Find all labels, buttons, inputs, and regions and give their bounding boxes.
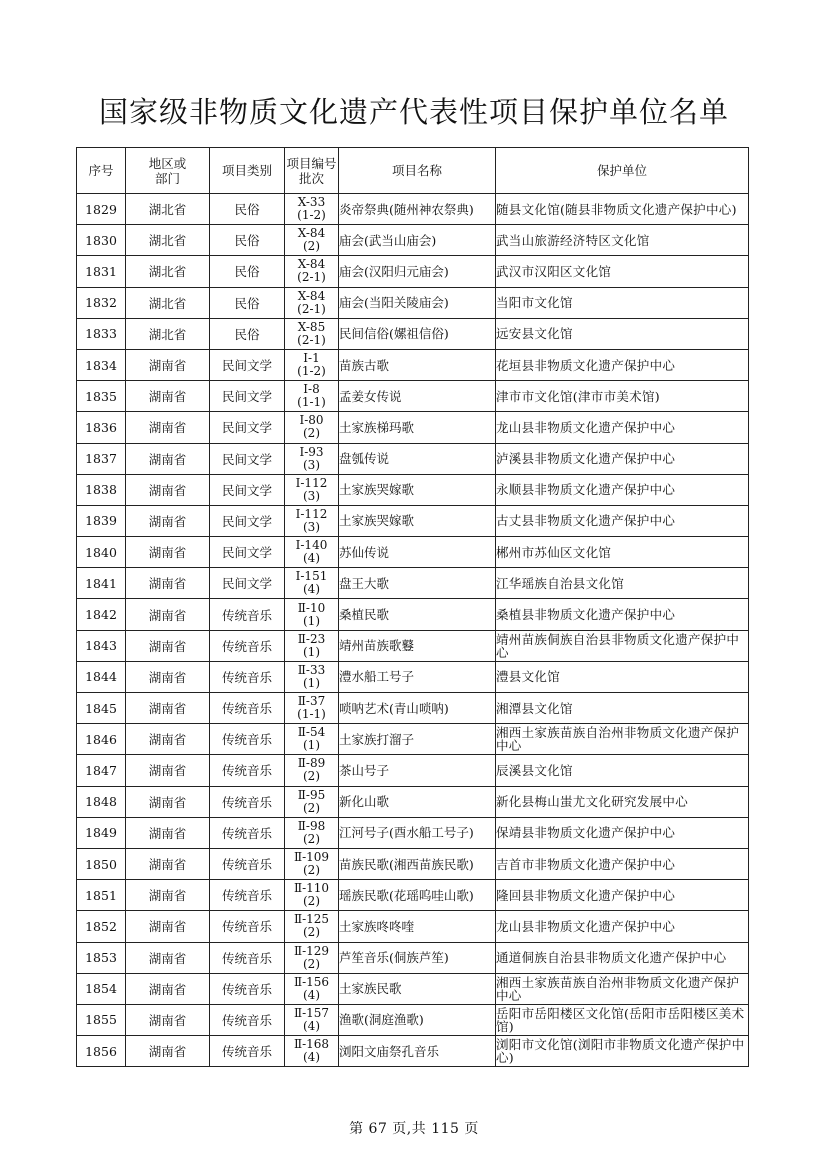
row-no: 1831 bbox=[77, 256, 126, 287]
row-category: 传统音乐 bbox=[210, 1036, 285, 1067]
row-name: 苗族民歌(湘西苗族民歌) bbox=[339, 848, 496, 879]
row-category: 传统音乐 bbox=[210, 817, 285, 848]
row-region: 湖南省 bbox=[126, 661, 210, 692]
row-region: 湖南省 bbox=[126, 880, 210, 911]
table-row bbox=[77, 568, 749, 599]
table-row bbox=[77, 225, 749, 256]
row-name: 庙会(武当山庙会) bbox=[339, 225, 496, 256]
row-unit: 津市市文化馆(津市市美术馆) bbox=[496, 381, 749, 412]
row-name: 渔歌(洞庭渔歌) bbox=[339, 1004, 496, 1035]
row-name: 茶山号子 bbox=[339, 755, 496, 786]
row-code-batch: (1-1) bbox=[297, 707, 326, 722]
row-unit: 保靖县非物质文化遗产保护中心 bbox=[496, 817, 749, 848]
row-no: 1837 bbox=[77, 443, 126, 474]
row-unit: 桑植县非物质文化遗产保护中心 bbox=[496, 599, 749, 630]
row-no: 1836 bbox=[77, 412, 126, 443]
row-category: 传统音乐 bbox=[210, 724, 285, 755]
row-region: 湖北省 bbox=[126, 287, 210, 318]
row-code-batch: (2-1) bbox=[297, 270, 326, 285]
table-row bbox=[77, 505, 749, 536]
row-code bbox=[285, 661, 339, 692]
row-category: 民间文学 bbox=[210, 474, 285, 505]
row-no: 1839 bbox=[77, 505, 126, 536]
row-name: 土家族哭嫁歌 bbox=[339, 474, 496, 505]
row-name: 庙会(当阳关陵庙会) bbox=[339, 287, 496, 318]
row-code-batch: (2) bbox=[303, 894, 320, 909]
row-code-batch: (4) bbox=[303, 1018, 320, 1033]
row-code-number: Ⅱ-125 bbox=[293, 912, 330, 927]
row-code-number: Ⅱ-110 bbox=[293, 881, 330, 896]
row-code-number: Ⅰ-112 bbox=[295, 475, 328, 490]
page-title: 国家级非物质文化遗产代表性项目保护单位名单 bbox=[98, 95, 729, 129]
row-no: 1841 bbox=[77, 568, 126, 599]
row-code-number: Ⅱ-129 bbox=[293, 943, 330, 958]
row-category: 传统音乐 bbox=[210, 880, 285, 911]
row-code-batch: (1-2) bbox=[297, 208, 326, 223]
row-region: 湖南省 bbox=[126, 973, 210, 1004]
row-name: 瑶族民歌(花瑶呜哇山歌) bbox=[339, 880, 496, 911]
row-code bbox=[285, 381, 339, 412]
table-row bbox=[77, 848, 749, 879]
row-code-number: Ⅱ-23 bbox=[297, 631, 326, 646]
row-code bbox=[285, 880, 339, 911]
row-no: 1829 bbox=[77, 194, 126, 225]
row-code bbox=[285, 443, 339, 474]
header-category: 项目类别 bbox=[210, 148, 285, 194]
row-unit: 古丈县非物质文化遗产保护中心 bbox=[496, 505, 749, 536]
row-no: 1842 bbox=[77, 599, 126, 630]
row-name: 土家族民歌 bbox=[339, 973, 496, 1004]
row-region: 湖南省 bbox=[126, 1004, 210, 1035]
row-code bbox=[285, 848, 339, 879]
row-no: 1838 bbox=[77, 474, 126, 505]
row-no: 1844 bbox=[77, 661, 126, 692]
row-name: 唢呐艺术(青山唢呐) bbox=[339, 693, 496, 724]
row-code-number: Ⅱ-10 bbox=[297, 600, 326, 615]
header-no: 序号 bbox=[77, 148, 126, 194]
table-row bbox=[77, 381, 749, 412]
row-unit: 永顺县非物质文化遗产保护中心 bbox=[496, 474, 749, 505]
row-unit: 花垣县非物质文化遗产保护中心 bbox=[496, 349, 749, 380]
row-code bbox=[285, 724, 339, 755]
row-unit: 当阳市文化馆 bbox=[496, 287, 749, 318]
row-region: 湖南省 bbox=[126, 381, 210, 412]
row-region: 湖南省 bbox=[126, 755, 210, 786]
table-header-row bbox=[77, 148, 749, 194]
row-category: 民间文学 bbox=[210, 412, 285, 443]
header-name: 项目名称 bbox=[339, 148, 496, 194]
row-no: 1845 bbox=[77, 693, 126, 724]
row-category: 传统音乐 bbox=[210, 693, 285, 724]
page-number: 第 67 页,共 115 页 bbox=[349, 1121, 479, 1137]
header-region bbox=[126, 148, 210, 194]
row-category: 传统音乐 bbox=[210, 630, 285, 661]
row-unit: 澧县文化馆 bbox=[496, 661, 749, 692]
row-code bbox=[285, 693, 339, 724]
row-no: 1852 bbox=[77, 911, 126, 942]
row-code bbox=[285, 786, 339, 817]
row-region: 湖南省 bbox=[126, 693, 210, 724]
row-code-number: Ⅰ-8 bbox=[303, 382, 320, 397]
row-code-number: X-85 bbox=[297, 319, 326, 334]
row-name: 民间信俗(嫘祖信俗) bbox=[339, 318, 496, 349]
header-region-text: 地区或部门 bbox=[148, 155, 187, 186]
header-unit: 保护单位 bbox=[496, 148, 749, 194]
row-name: 土家族哭嫁歌 bbox=[339, 505, 496, 536]
row-category: 民间文学 bbox=[210, 349, 285, 380]
row-no: 1853 bbox=[77, 942, 126, 973]
row-no: 1833 bbox=[77, 318, 126, 349]
table-row bbox=[77, 880, 749, 911]
row-category: 传统音乐 bbox=[210, 755, 285, 786]
table-row bbox=[77, 318, 749, 349]
row-code bbox=[285, 194, 339, 225]
row-code-batch: (3) bbox=[303, 519, 320, 534]
table-row bbox=[77, 911, 749, 942]
row-code bbox=[285, 817, 339, 848]
row-region: 湖南省 bbox=[126, 568, 210, 599]
row-category: 民俗 bbox=[210, 256, 285, 287]
row-region: 湖北省 bbox=[126, 256, 210, 287]
row-code-number: Ⅱ-54 bbox=[297, 725, 326, 740]
row-name: 澧水船工号子 bbox=[339, 661, 496, 692]
row-region: 湖南省 bbox=[126, 630, 210, 661]
table-row bbox=[77, 817, 749, 848]
table-row bbox=[77, 693, 749, 724]
row-no: 1840 bbox=[77, 537, 126, 568]
row-no: 1847 bbox=[77, 755, 126, 786]
row-code bbox=[285, 1036, 339, 1067]
row-code-batch: (4) bbox=[303, 987, 320, 1002]
row-name: 土家族咚咚喹 bbox=[339, 911, 496, 942]
row-unit: 随县文化馆(随县非物质文化遗产保护中心) bbox=[496, 194, 749, 225]
row-code bbox=[285, 474, 339, 505]
row-code-number: Ⅱ-157 bbox=[293, 1005, 330, 1020]
row-unit: 辰溪县文化馆 bbox=[496, 755, 749, 786]
row-code-number: Ⅰ-112 bbox=[295, 506, 328, 521]
row-code-batch: (2) bbox=[303, 239, 320, 254]
row-name: 炎帝祭典(随州神农祭典) bbox=[339, 194, 496, 225]
row-code-batch: (4) bbox=[303, 551, 320, 566]
row-no: 1848 bbox=[77, 786, 126, 817]
row-code-batch: (4) bbox=[303, 582, 320, 597]
row-code-number: Ⅱ-33 bbox=[297, 662, 326, 677]
row-unit: 岳阳市岳阳楼区文化馆(岳阳市岳阳楼区美术馆) bbox=[496, 1004, 749, 1035]
row-code-batch: (4) bbox=[303, 1050, 320, 1065]
row-region: 湖北省 bbox=[126, 194, 210, 225]
row-name: 苗族古歌 bbox=[339, 349, 496, 380]
row-region: 湖北省 bbox=[126, 225, 210, 256]
row-category: 传统音乐 bbox=[210, 1004, 285, 1035]
row-region: 湖南省 bbox=[126, 1036, 210, 1067]
row-code-number: X-33 bbox=[297, 195, 326, 210]
row-no: 1850 bbox=[77, 848, 126, 879]
row-code bbox=[285, 318, 339, 349]
row-unit: 江华瑶族自治县文化馆 bbox=[496, 568, 749, 599]
row-code-batch: (3) bbox=[303, 488, 320, 503]
row-code-batch: (2) bbox=[303, 769, 320, 784]
row-name: 孟姜女传说 bbox=[339, 381, 496, 412]
row-name: 土家族梯玛歌 bbox=[339, 412, 496, 443]
row-category: 传统音乐 bbox=[210, 973, 285, 1004]
table-row bbox=[77, 630, 749, 661]
row-code bbox=[285, 630, 339, 661]
row-category: 民俗 bbox=[210, 225, 285, 256]
row-name: 桑植民歌 bbox=[339, 599, 496, 630]
row-code-number: Ⅰ-93 bbox=[299, 444, 324, 459]
row-no: 1830 bbox=[77, 225, 126, 256]
row-code-number: Ⅱ-109 bbox=[293, 850, 330, 865]
row-unit: 龙山县非物质文化遗产保护中心 bbox=[496, 911, 749, 942]
row-code-batch: (1) bbox=[303, 613, 320, 628]
row-code-number: Ⅱ-89 bbox=[297, 756, 326, 771]
table-row bbox=[77, 287, 749, 318]
row-unit: 郴州市苏仙区文化馆 bbox=[496, 537, 749, 568]
table-row bbox=[77, 349, 749, 380]
row-name: 江河号子(酉水船工号子) bbox=[339, 817, 496, 848]
row-unit: 吉首市非物质文化遗产保护中心 bbox=[496, 848, 749, 879]
row-code-number: Ⅰ-140 bbox=[295, 538, 328, 553]
row-no: 1843 bbox=[77, 630, 126, 661]
row-region: 湖南省 bbox=[126, 505, 210, 536]
row-unit: 泸溪县非物质文化遗产保护中心 bbox=[496, 443, 749, 474]
row-code-number: X-84 bbox=[297, 257, 326, 272]
row-no: 1835 bbox=[77, 381, 126, 412]
table-row bbox=[77, 1004, 749, 1035]
row-region: 湖南省 bbox=[126, 443, 210, 474]
row-unit: 靖州苗族侗族自治县非物质文化遗产保护中心 bbox=[496, 630, 749, 661]
heritage-units-table bbox=[76, 147, 749, 1067]
row-no: 1834 bbox=[77, 349, 126, 380]
row-code-batch: (1-1) bbox=[297, 395, 326, 410]
row-code-number: Ⅱ-168 bbox=[293, 1037, 330, 1052]
row-region: 湖南省 bbox=[126, 786, 210, 817]
row-code bbox=[285, 505, 339, 536]
row-unit: 湘西土家族苗族自治州非物质文化遗产保护中心 bbox=[496, 973, 749, 1004]
row-category: 民间文学 bbox=[210, 443, 285, 474]
table-row bbox=[77, 786, 749, 817]
row-no: 1849 bbox=[77, 817, 126, 848]
row-code-number: X-84 bbox=[297, 288, 326, 303]
row-code-number: Ⅰ-80 bbox=[299, 413, 324, 428]
row-no: 1856 bbox=[77, 1036, 126, 1067]
row-code bbox=[285, 287, 339, 318]
row-region: 湖南省 bbox=[126, 724, 210, 755]
row-name: 浏阳文庙祭孔音乐 bbox=[339, 1036, 496, 1067]
table-row bbox=[77, 724, 749, 755]
table-row bbox=[77, 1036, 749, 1067]
row-unit: 隆回县非物质文化遗产保护中心 bbox=[496, 880, 749, 911]
row-name: 新化山歌 bbox=[339, 786, 496, 817]
row-code-batch: (3) bbox=[303, 457, 320, 472]
row-unit: 湘潭县文化馆 bbox=[496, 693, 749, 724]
row-category: 民俗 bbox=[210, 287, 285, 318]
row-category: 传统音乐 bbox=[210, 599, 285, 630]
row-no: 1855 bbox=[77, 1004, 126, 1035]
table-row bbox=[77, 661, 749, 692]
row-unit: 新化县梅山蚩尤文化研究发展中心 bbox=[496, 786, 749, 817]
row-category: 民俗 bbox=[210, 194, 285, 225]
row-name: 盘王大歌 bbox=[339, 568, 496, 599]
row-name: 苏仙传说 bbox=[339, 537, 496, 568]
row-name: 庙会(汉阳归元庙会) bbox=[339, 256, 496, 287]
row-code-number: Ⅱ-98 bbox=[297, 818, 326, 833]
table-row bbox=[77, 973, 749, 1004]
row-code bbox=[285, 412, 339, 443]
row-name: 芦笙音乐(侗族芦笙) bbox=[339, 942, 496, 973]
table-body bbox=[77, 194, 749, 1067]
row-category: 传统音乐 bbox=[210, 848, 285, 879]
row-code bbox=[285, 568, 339, 599]
row-code-batch: (1) bbox=[303, 644, 320, 659]
row-code-batch: (2) bbox=[303, 863, 320, 878]
row-category: 传统音乐 bbox=[210, 661, 285, 692]
table-row bbox=[77, 599, 749, 630]
row-code-number: Ⅰ-151 bbox=[295, 569, 328, 584]
row-code bbox=[285, 256, 339, 287]
row-code bbox=[285, 599, 339, 630]
row-no: 1832 bbox=[77, 287, 126, 318]
row-unit: 远安县文化馆 bbox=[496, 318, 749, 349]
row-code-batch: (1-2) bbox=[297, 364, 326, 379]
table-row bbox=[77, 755, 749, 786]
row-code-number: Ⅰ-1 bbox=[303, 351, 320, 366]
row-name: 靖州苗族歌鼟 bbox=[339, 630, 496, 661]
row-unit: 通道侗族自治县非物质文化遗产保护中心 bbox=[496, 942, 749, 973]
row-code-number: Ⅱ-37 bbox=[297, 694, 326, 709]
row-region: 湖南省 bbox=[126, 349, 210, 380]
row-category: 民俗 bbox=[210, 318, 285, 349]
row-code-batch: (2) bbox=[303, 956, 320, 971]
row-code bbox=[285, 349, 339, 380]
row-code-batch: (2) bbox=[303, 800, 320, 815]
row-name: 盘瓠传说 bbox=[339, 443, 496, 474]
row-category: 传统音乐 bbox=[210, 911, 285, 942]
row-code bbox=[285, 755, 339, 786]
row-code bbox=[285, 942, 339, 973]
row-unit: 武汉市汉阳区文化馆 bbox=[496, 256, 749, 287]
row-code bbox=[285, 225, 339, 256]
table-row bbox=[77, 194, 749, 225]
row-region: 湖南省 bbox=[126, 942, 210, 973]
row-region: 湖南省 bbox=[126, 848, 210, 879]
row-region: 湖北省 bbox=[126, 318, 210, 349]
row-no: 1854 bbox=[77, 973, 126, 1004]
table-row bbox=[77, 537, 749, 568]
row-region: 湖南省 bbox=[126, 474, 210, 505]
row-code-batch: (2-1) bbox=[297, 332, 326, 347]
row-name: 土家族打溜子 bbox=[339, 724, 496, 755]
row-code-batch: (2) bbox=[303, 831, 320, 846]
row-category: 民间文学 bbox=[210, 537, 285, 568]
row-no: 1851 bbox=[77, 880, 126, 911]
row-code-batch: (1) bbox=[303, 675, 320, 690]
header-code bbox=[285, 148, 339, 194]
row-code-batch: (2) bbox=[303, 426, 320, 441]
table-row bbox=[77, 412, 749, 443]
row-code bbox=[285, 911, 339, 942]
header-code-text: 项目编号批次 bbox=[286, 155, 337, 186]
row-unit: 武当山旅游经济特区文化馆 bbox=[496, 225, 749, 256]
table-row bbox=[77, 474, 749, 505]
row-region: 湖南省 bbox=[126, 911, 210, 942]
row-unit: 湘西土家族苗族自治州非物质文化遗产保护中心 bbox=[496, 724, 749, 755]
table-row bbox=[77, 443, 749, 474]
row-region: 湖南省 bbox=[126, 817, 210, 848]
row-code-batch: (2) bbox=[303, 925, 320, 940]
row-code-number: Ⅱ-95 bbox=[297, 787, 326, 802]
row-category: 民间文学 bbox=[210, 568, 285, 599]
table-row bbox=[77, 256, 749, 287]
row-region: 湖南省 bbox=[126, 537, 210, 568]
table-row bbox=[77, 942, 749, 973]
row-code bbox=[285, 1004, 339, 1035]
row-code bbox=[285, 973, 339, 1004]
row-code-number: X-84 bbox=[297, 226, 326, 241]
row-category: 民间文学 bbox=[210, 381, 285, 412]
row-code bbox=[285, 537, 339, 568]
row-code-batch: (2-1) bbox=[297, 301, 326, 316]
row-code-number: Ⅱ-156 bbox=[293, 974, 330, 989]
row-region: 湖南省 bbox=[126, 412, 210, 443]
row-code-batch: (1) bbox=[303, 738, 320, 753]
row-category: 传统音乐 bbox=[210, 786, 285, 817]
row-unit: 龙山县非物质文化遗产保护中心 bbox=[496, 412, 749, 443]
row-region: 湖南省 bbox=[126, 599, 210, 630]
row-category: 传统音乐 bbox=[210, 942, 285, 973]
row-category: 民间文学 bbox=[210, 505, 285, 536]
row-unit: 浏阳市文化馆(浏阳市非物质文化遗产保护中心) bbox=[496, 1036, 749, 1067]
row-no: 1846 bbox=[77, 724, 126, 755]
